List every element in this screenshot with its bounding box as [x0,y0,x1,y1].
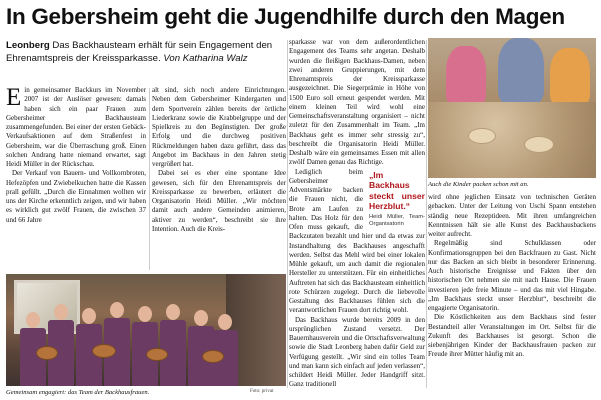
bread-loaf [36,346,58,360]
article-column-3 [289,38,425,390]
paragraph: Der Verkauf von Bauern- und Vollkornbroten, Hefezöpfen und Zwiebelkuchen hatte die Kassen prall gefüllt. „Durch die Einnahmen wollten wir uns der Kirche erkenntlich zeigen, und wir haben es wirklich gut zwölf Frauen, die zwischen 37 und 66 Jahre [6,169,146,224]
person-head [82,308,96,324]
person-head [194,310,208,326]
paragraph: alt sind, sich noch andere Einrichtungen. Neben dem Gebersheimer Kindergarten und dem Sportverein zählen bereits der örtliche Liederkranz sowie die Krabbelgruppe und der Spielkreis zu den Begünstigten. Der große Erfolg und die durchweg positiven Rückmeldungen haben dazu geführt, dass das Angebot im Backhaus in den Jahren stetig vergrößert hat. [152,86,286,168]
article-column-1 [6,86,146,271]
lead-paragraph [6,40,311,65]
person-head [138,306,152,322]
paragraph: Lediglich beim Gebersheimer Adventsmärkte backen die Frauen nicht, die Brote am Laufen zu halten. Das Holz für den Ofen muss gekauft, die Backzutaten bezahlt und hier und da etwas zur Instandhaltung des Backhauses angeschafft werden. Selbst das Mehl wird bei einer lokalen Mühle gekauft, um auch damit die regionalen Hersteller zu unterstützen. Für ein einheitliches Auftreten hat sich das Backhausteam einheitlich rote Schürzen zugelegt. Durch die liebevolle Gestaltung des Backhauses fühlen sich die verantwortlichen Frauen dort richtig wohl. [289,167,425,315]
paragraph: Regelmäßig sind Schulklassen oder Konfirmationsgruppen bei den Backfrauen zu Gast. Nicht nur das Backen an sich bleibt in besonderer Erinnerung. Auch historische Ereignisse und Fakten über den historischen Ort nehmen sie mit nach Hause. Die Frauen investieren jede freie Minute – und das mit viel Hingabe. „Im Backhaus steckt unser Herzblut“, beschreibt die engagierte Organisatorin. [428,239,596,312]
paragraph: wird ohne jeglichen Einsatz von technischen Geräten gebacken. Unter der Leitung von Uschi Spann entstehen ständig neue Rezeptideen. Mit ihren umfangreichen Kenntnissen hält sie alle Kunst des Backhausbackens weiter aufrecht. [428,193,596,238]
team-photo [6,274,286,386]
pull-quote-text: „Im Backhaus steckt unser Herzblut.“ [369,169,425,211]
pull-quote [369,170,425,229]
paragraph [6,86,146,169]
person-head [54,304,68,320]
paragraph: Das Backhaus wurde bereits 2009 in den ursprünglichen Zustand versetzt. Der Bauernhausverein und die Ortschaftsverwaltung sowie die Stadt Leonberg haben dafür Geld zur Verfügung gestellt. „Wir sind ein tolles Team und man kann sich einfach auf jeden verlassen“, schildert Heidi Müller. Jeder Handgriff sitzt. Ganz traditionell [289,315,425,389]
dough-ball [468,128,496,144]
child-figure [446,46,486,106]
headline: In Gebersheim geht die Jugendhilfe durch den Magen [6,4,565,29]
photo-credit: Foto: privat [250,389,274,394]
article-column-4 [428,193,596,389]
person-head [26,312,40,328]
kids-photo-caption: Auch die Kinder packen schon mit an. [428,181,529,188]
paragraph-text: in gemeinsamer Backkurs im November 2007 ist der Auslöser gewesen: damals haben sich ein paar Frauen zum Gebersheimer Backhausteam zusammengefunden. Bei einer der ersten Gebäck-Verkaufsaktionen auf dem Straßenfest in Gebersheim, war die Überraschung groß. Einen solchen Andrang hatte niemand erwartet, sagt Heidi Müller in der Rückschau. [6,86,146,168]
child-figure [550,48,590,106]
bread-loaf [146,348,168,361]
dough-table [428,102,596,178]
bread-loaf [92,344,116,358]
paragraph: sparkasse war von dem außerordentlichen Engagement des Teams sehr angetan. Deshalb wurden die fleißigen Backhaus-Damen, neben zwei anderen Gruppierungen, mit dem Ehrenamtspreis der Kreissparkasse ausgezeichnet. Die Siegerprämie in Höhe von 1500 Euro soll erneut gespendet werden. Mit einem kleinen Teil wird wohl eine Gemeinschaftsveranstaltung organisiert – nicht zuletzt für den Zusammenhalt im Team. „Im Backhaus geht es immer sehr stressig zu“, beschreibt die Organisatorin Heidi Müller. Deshalb wäre ein gemeinsames Essen mit allen zwölf Damen genau das Richtige. [289,38,425,167]
column-divider [426,40,427,388]
person-head [166,304,180,320]
drop-cap: E [6,86,22,111]
lead-text: Das Backhausteam erhält für sein Engagement den Ehrenamtspreis der Kreissparkasse. [6,40,273,64]
kids-photo [428,38,596,178]
pull-quote-attribution: Heidi Müller, Team-Organisatorin [369,213,425,227]
child-figure [498,38,544,104]
paragraph: Die Köstlichkeiten aus dem Backhaus sind fester Bestandteil aller Veranstaltungen im Ort. Selbst für die Zukunft des Backhauses ist gesorgt. Schon die siebenjährigen Kinder der Backhausfrauen packen zur Freude ihrer Mütter häufig mit an. [428,313,596,359]
column-divider [287,40,288,388]
dough-ball [524,136,554,153]
article-column-2 [152,86,286,271]
person-head [218,314,232,330]
lead-location: Leonberg [6,40,50,51]
person-head [110,302,124,318]
team-photo-caption: Gemeinsam engagiert: das Team der Backhausfrauen. [6,389,150,396]
lead-author: Von Katharina Walz [163,52,248,64]
paragraph: Dabei sei es eher eine spontane Idee gewesen, sich für den Ehrenamtspreis der Kreissparkasse zu bewerben, erläutert die Organisatorin Heidi Müller. „Wir möchten damit auch andere Gemeinden animieren, aktiver zu werden“, beschreibt sie ihre Intention. Auch die Kreis- [152,169,286,233]
column-divider [149,88,150,270]
bread-loaf [202,350,224,363]
